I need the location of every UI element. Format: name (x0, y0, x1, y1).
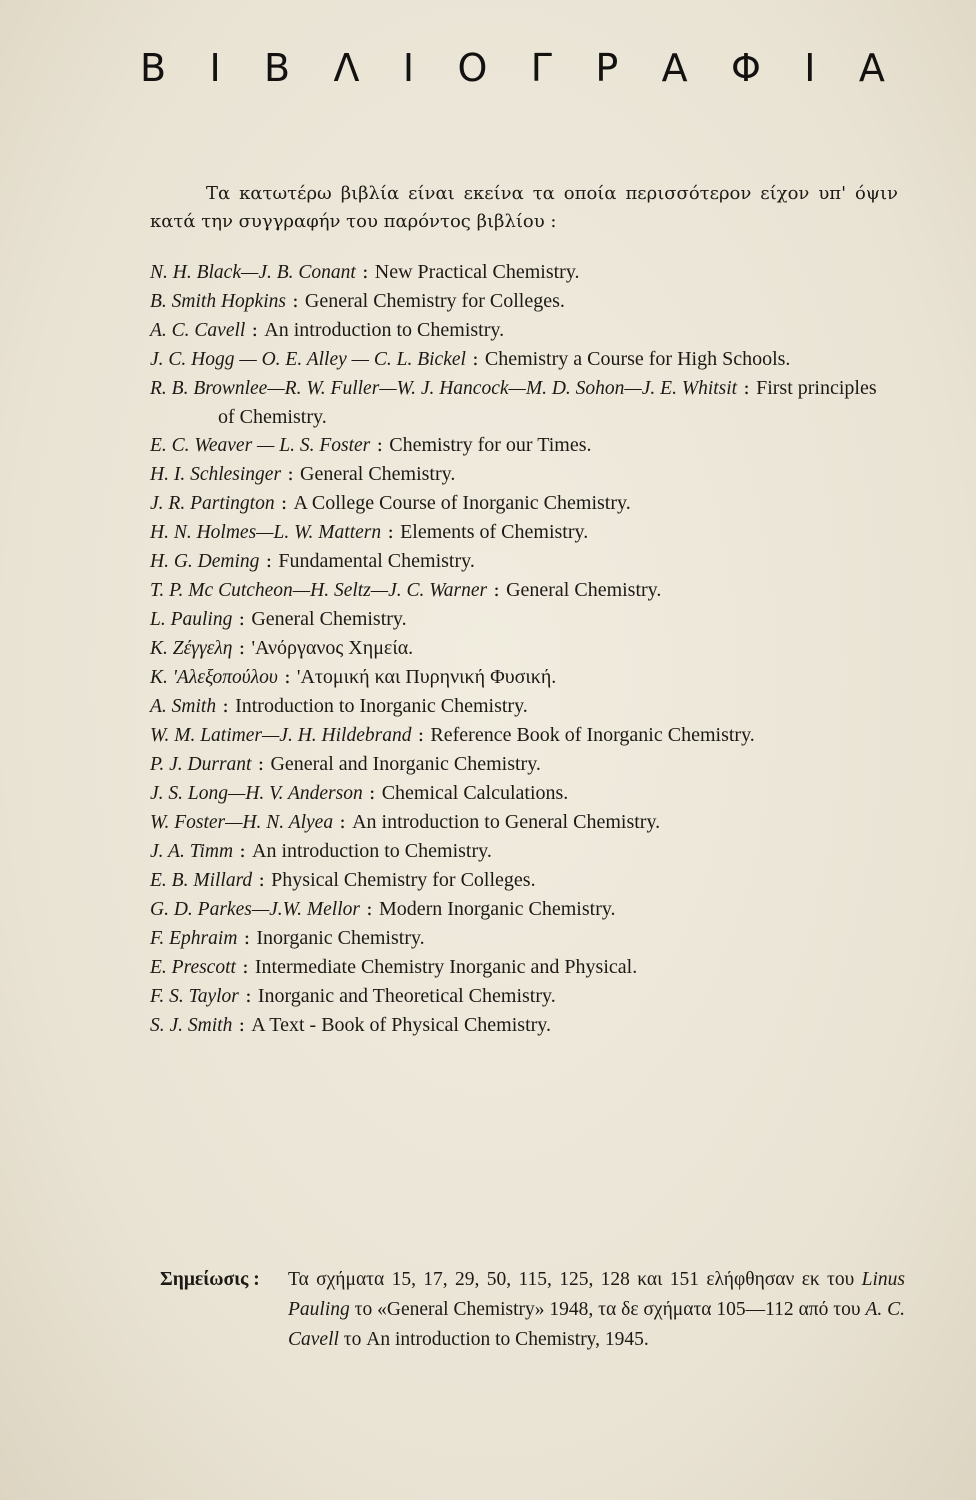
title-letter: Ο (457, 46, 488, 90)
title-letter: Α (661, 46, 688, 90)
page-title (140, 46, 885, 90)
reference-authors: S. J. Smith (150, 1015, 233, 1036)
reference-title: Physical Chemistry for Colleges. (271, 869, 536, 891)
reference-authors: J. A. Timm (150, 841, 234, 862)
reference-title: General Chemistry for Colleges. (304, 290, 565, 312)
reference-authors: L. Pauling (150, 609, 233, 630)
reference-item: A. C. Cavell : An introduction to Chemistry. (150, 318, 505, 341)
reference-authors: E. C. Weaver — L. S. Foster (150, 435, 371, 456)
note-author-1: Linus Pauling (288, 1269, 906, 1320)
note-author-2: A. C. Cavell (288, 1299, 906, 1350)
reference-title: First principles of Chemistry. (218, 377, 877, 428)
reference-item: J. R. Partington : A College Course of Inorganic Chemistry. (150, 491, 631, 514)
reference-item: R. B. Brownlee—R. W. Fuller—W. J. Hancock—M. D. Sohon—J. E. Whitsit : First principles of Chemistry. (150, 376, 877, 428)
reference-item: E. B. Millard : Physical Chemistry for Colleges. (150, 868, 536, 891)
reference-authors: A. C. Cavell (150, 320, 246, 341)
reference-authors: F. Ephraim (150, 928, 238, 949)
note-body (288, 1265, 905, 1355)
reference-item: J. A. Timm : An introduction to Chemistry. (150, 839, 492, 862)
title-letter: Ι (804, 46, 816, 90)
reference-authors: W. M. Latimer—J. H. Hildebrand (150, 725, 412, 746)
reference-title: An introduction to General Chemistry. (352, 811, 661, 833)
reference-title: Fundamental Chemistry. (278, 550, 475, 572)
reference-item: W. M. Latimer—J. H. Hildebrand : Reference Book of Inorganic Chemistry. (150, 723, 755, 746)
reference-item: H. G. Deming : Fundamental Chemistry. (150, 549, 475, 572)
reference-authors: T. P. Mc Cutcheon—H. Seltz—J. C. Warner (150, 580, 488, 601)
title-letter: Ι (209, 46, 221, 90)
reference-title: Inorganic Chemistry. (256, 927, 425, 949)
reference-item: K. Ζέγγελη : 'Ανόργανος Χημεία. (150, 636, 414, 659)
reference-item: N. H. Black—J. B. Conant : New Practical Chemistry. (150, 260, 580, 283)
reference-item: J. C. Hogg — O. E. Alley — C. L. Bickel : Chemistry a Course for High Schools. (150, 347, 791, 370)
reference-title: Chemistry for our Times. (389, 434, 592, 456)
reference-title: Chemistry a Course for High Schools. (484, 348, 791, 370)
title-letter: Ι (402, 46, 415, 90)
reference-title: A Text - Book of Physical Chemistry. (251, 1014, 551, 1036)
title-letter: Λ (333, 46, 360, 90)
reference-authors: J. R. Partington (150, 493, 275, 514)
reference-authors: H. G. Deming (150, 551, 260, 572)
reference-authors: J. C. Hogg — O. E. Alley — C. L. Bickel (150, 349, 466, 370)
reference-item: F. S. Taylor : Inorganic and Theoretical Chemistry. (150, 984, 556, 1007)
note-block (160, 1265, 905, 1355)
reference-title: Introduction to Inorganic Chemistry. (235, 695, 528, 717)
reference-title: Reference Book of Inorganic Chemistry. (430, 724, 755, 746)
note-text-3: το An introduction to Chemistry, 1945. (343, 1329, 649, 1350)
reference-item: H. N. Holmes—L. W. Mattern : Elements of Chemistry. (150, 520, 589, 543)
reference-list (150, 258, 890, 1040)
note-text-1: Τα σχήματα 15, 17, 29, 50, 115, 125, 128 και 151 ελήφθησαν εκ του (288, 1269, 855, 1290)
reference-title: General Chemistry. (251, 608, 407, 630)
reference-title: New Practical Chemistry. (374, 261, 580, 283)
title-letter: Β (140, 46, 167, 90)
title-letter: Γ (530, 46, 552, 90)
reference-item: G. D. Parkes—J.W. Mellor : Modern Inorganic Chemistry. (150, 897, 616, 920)
reference-authors: P. J. Durrant (150, 754, 252, 775)
reference-authors: J. S. Long—H. V. Anderson (150, 783, 363, 804)
reference-item: T. P. Mc Cutcheon—H. Seltz—J. C. Warner : General Chemistry. (150, 578, 662, 601)
reference-authors: F. S. Taylor (150, 986, 239, 1007)
reference-title: 'Ανόργανος Χημεία. (251, 637, 414, 659)
reference-authors: A. Smith (150, 696, 217, 717)
reference-title: Intermediate Chemistry Inorganic and Physical. (254, 956, 638, 978)
reference-authors: E. Prescott (150, 957, 236, 978)
reference-item: H. I. Schlesinger : General Chemistry. (150, 462, 456, 485)
reference-item: P. J. Durrant : General and Inorganic Chemistry. (150, 752, 541, 775)
reference-title: An introduction to Chemistry. (264, 319, 505, 341)
reference-authors: G. D. Parkes—J.W. Mellor (150, 899, 360, 920)
intro-text: Τα κατωτέρω βιβλία είναι εκείνα τα οποία περισσότερον είχον υπ' όψιν κατά την συγγραφήν του παρόντος βιβλίου : (150, 183, 898, 232)
reference-title: 'Ατομική και Πυρηνική Φυσική. (296, 666, 557, 688)
reference-title: A College Course of Inorganic Chemistry. (293, 492, 631, 514)
note-text-2: το «General Chemistry» 1948, τα δε σχήματα 105—112 από του (354, 1299, 861, 1320)
note-label: Σημείωσις : (160, 1269, 260, 1290)
reference-title: General Chemistry. (300, 463, 456, 485)
title-letter: Β (264, 46, 291, 90)
reference-item: B. Smith Hopkins : General Chemistry for Colleges. (150, 289, 565, 312)
reference-authors: K. 'Αλεξοπούλου (150, 667, 278, 688)
reference-authors: H. N. Holmes—L. W. Mattern (150, 522, 382, 543)
intro-paragraph (150, 180, 898, 236)
reference-authors: H. I. Schlesinger (150, 464, 282, 485)
reference-title: Elements of Chemistry. (400, 521, 589, 543)
reference-item: L. Pauling : General Chemistry. (150, 607, 407, 630)
reference-authors: N. H. Black—J. B. Conant (150, 262, 356, 283)
reference-item: E. C. Weaver — L. S. Foster : Chemistry for our Times. (150, 433, 592, 456)
title-letter: Α (858, 46, 885, 90)
reference-item: J. S. Long—H. V. Anderson : Chemical Calculations. (150, 781, 569, 804)
reference-authors: R. B. Brownlee—R. W. Fuller—W. J. Hancock—M. D. Sohon—J. E. Whitsit (150, 378, 738, 399)
title-letter: Ρ (595, 46, 619, 90)
reference-title: General and Inorganic Chemistry. (270, 753, 541, 775)
reference-authors: K. Ζέγγελη (150, 638, 233, 659)
reference-item: F. Ephraim : Inorganic Chemistry. (150, 926, 425, 949)
reference-title: General Chemistry. (506, 579, 662, 601)
reference-authors: B. Smith Hopkins (150, 291, 286, 312)
reference-item: K. 'Αλεξοπούλου : 'Ατομική και Πυρηνική Φυσική. (150, 665, 557, 688)
reference-item: E. Prescott : Intermediate Chemistry Inorganic and Physical. (150, 955, 638, 978)
reference-item: W. Foster—H. N. Alyea : An introduction to General Chemistry. (150, 810, 661, 833)
reference-title: Modern Inorganic Chemistry. (378, 898, 616, 920)
reference-item: S. J. Smith : A Text - Book of Physical Chemistry. (150, 1013, 551, 1036)
title-letter: Φ (730, 46, 761, 90)
reference-authors: W. Foster—H. N. Alyea (150, 812, 334, 833)
reference-title: Inorganic and Theoretical Chemistry. (257, 985, 556, 1007)
reference-title: Chemical Calculations. (381, 782, 569, 804)
reference-authors: E. B. Millard (150, 870, 253, 891)
reference-item: A. Smith : Introduction to Inorganic Chemistry. (150, 694, 528, 717)
reference-title: An introduction to Chemistry. (252, 840, 492, 862)
